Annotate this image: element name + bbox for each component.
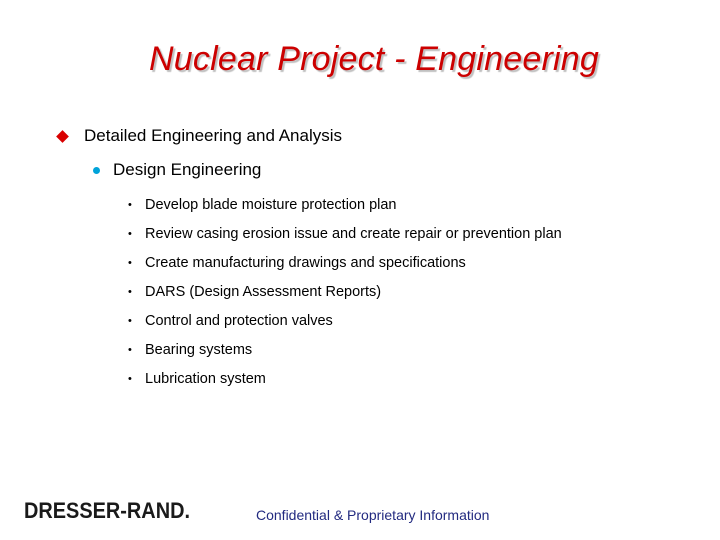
logo-text: DRESSER-RAND. [24,498,190,523]
level1-bullet-item [56,126,342,146]
bullet-icon: • [128,198,132,211]
list-item [128,364,562,393]
dot-bullet-icon [93,167,100,174]
bullet-icon: • [128,256,132,269]
list-item [128,190,562,219]
bullet-icon: • [128,314,132,327]
dresser-rand-logo [24,496,194,524]
level2-text: Design Engineering [113,160,262,179]
list-item-text: Review casing erosion issue and create repair or prevention plan [145,225,562,242]
bullet-icon: • [128,285,132,298]
bullet-icon: • [128,343,132,356]
bullet-icon: • [128,227,132,240]
slide-title: Nuclear Project - Engineering [149,40,599,78]
list-item [128,219,562,248]
list-item-text: Bearing systems [145,341,253,358]
list-item [128,306,562,335]
bullet-icon: • [128,372,132,385]
confidential-notice: Confidential & Proprietary Information [256,507,490,523]
list-item [128,248,562,277]
diamond-bullet-icon [56,130,69,143]
list-item-text: Control and protection valves [145,312,333,329]
list-item-text: Lubrication system [145,370,266,387]
list-item-text: DARS (Design Assessment Reports) [145,283,382,300]
list-item-text: Develop blade moisture protection plan [145,196,397,213]
level3-bullet-list [128,190,562,393]
list-item-text: Create manufacturing drawings and specifications [145,254,466,271]
level1-text: Detailed Engineering and Analysis [84,126,343,145]
level2-bullet-item [93,160,261,180]
list-item [128,335,562,364]
list-item [128,277,562,306]
